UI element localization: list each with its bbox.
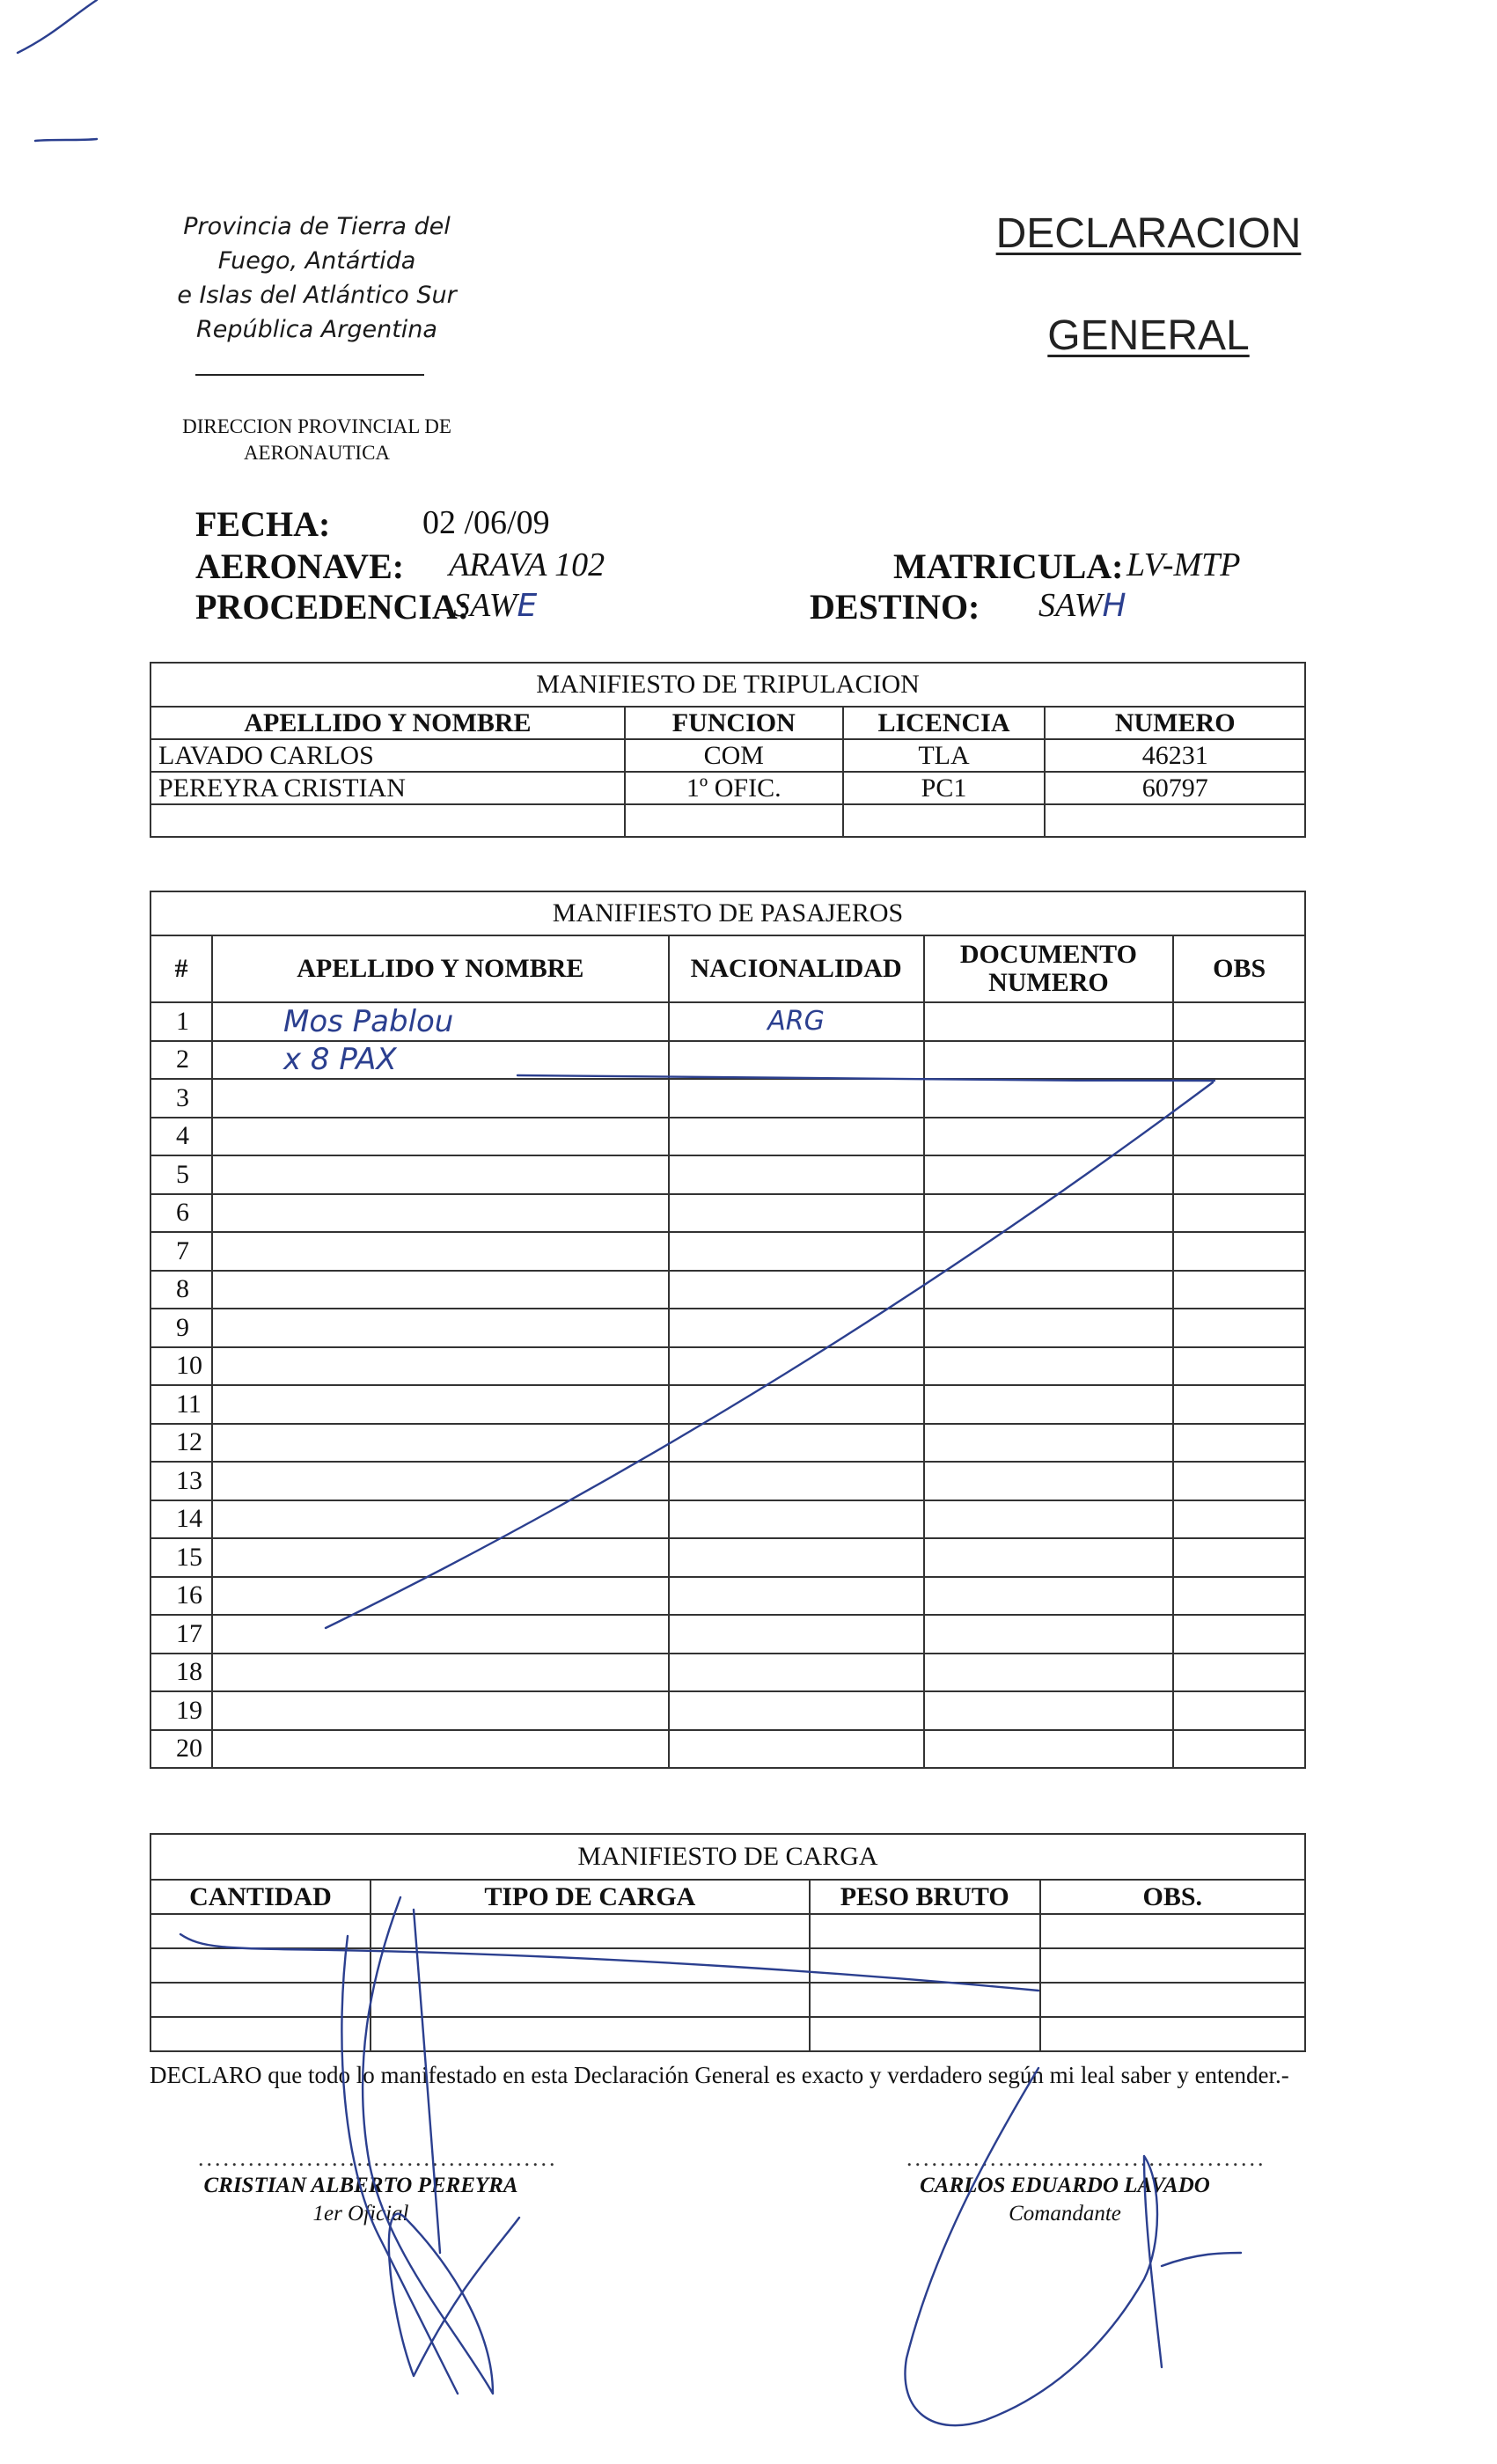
passenger-cell [212, 1385, 669, 1424]
table-row [150, 1691, 1305, 1730]
cargo-cell [810, 1948, 1040, 1983]
passenger-cell [669, 1271, 924, 1309]
crew-cell: LAVADO CARLOS [150, 739, 625, 772]
passenger-cell [1173, 1654, 1305, 1692]
passenger-cell [669, 1538, 924, 1577]
crew-manifest-title: MANIFIESTO DE TRIPULACION [150, 663, 1305, 707]
crew-header-name: APELLIDO Y NOMBRE [150, 707, 625, 739]
passenger-row-number: 10 [150, 1347, 212, 1386]
cargo-cell [1040, 1914, 1305, 1948]
passenger-row-number: 3 [150, 1079, 212, 1118]
passenger-row-number: 7 [150, 1232, 212, 1271]
destino-value [1038, 586, 1126, 625]
passenger-cell [1173, 1730, 1305, 1769]
destino-handwritten: H [1102, 588, 1126, 624]
passenger-row-number: 16 [150, 1577, 212, 1616]
passenger-cell [212, 1194, 669, 1233]
passenger-cell [212, 1424, 669, 1463]
table-row [150, 1194, 1305, 1233]
title-general: GENERAL [1047, 312, 1250, 359]
passenger-cell [212, 1538, 669, 1577]
passenger-header-name: APELLIDO Y NOMBRE [212, 935, 669, 1002]
passenger-nationality-handwritten: ARG [669, 1002, 924, 1041]
cargo-cell [371, 2017, 810, 2051]
province-line-1: Provincia de Tierra del [183, 213, 451, 240]
passenger-row-number: 9 [150, 1309, 212, 1347]
passenger-cell [669, 1194, 924, 1233]
passenger-cell [1173, 1002, 1305, 1041]
passenger-cell [924, 1232, 1174, 1271]
cargo-cell [371, 1914, 810, 1948]
signature-right-icon [905, 2068, 1162, 2425]
crew-cell: TLA [843, 739, 1046, 772]
passenger-cell [924, 1309, 1174, 1347]
table-row [150, 1948, 1305, 1983]
passenger-header-nationality: NACIONALIDAD [669, 935, 924, 1002]
province-divider [195, 374, 424, 376]
passenger-cell [669, 1232, 924, 1271]
passenger-cell [669, 1462, 924, 1500]
direction-line-2: AERONAUTICA [243, 442, 391, 464]
table-row [150, 739, 1305, 772]
passenger-cell [212, 1155, 669, 1194]
passenger-cell [212, 1462, 669, 1500]
passenger-cell [212, 1615, 669, 1654]
passenger-cell [669, 1309, 924, 1347]
cargo-cell [371, 1983, 810, 2017]
crew-header-function: FUNCION [625, 707, 843, 739]
passenger-cell [1173, 1271, 1305, 1309]
crew-cell [150, 804, 625, 837]
passenger-cell [924, 1002, 1174, 1041]
passenger-row-number: 4 [150, 1118, 212, 1156]
cargo-cell [150, 1948, 371, 1983]
passenger-cell [669, 1424, 924, 1463]
passenger-cell [212, 1654, 669, 1692]
passenger-cell [669, 1500, 924, 1539]
passenger-row-number: 14 [150, 1500, 212, 1539]
direction-line-1: DIRECCION PROVINCIAL DE [182, 415, 451, 437]
passenger-cell [924, 1577, 1174, 1616]
table-row [150, 1118, 1305, 1156]
table-row [150, 1983, 1305, 2017]
crew-cell [843, 804, 1046, 837]
table-row [150, 1079, 1305, 1118]
signatory-left-name: CRISTIAN ALBERTO PEREYRA [203, 2174, 518, 2197]
cargo-header-obs: OBS. [1040, 1880, 1305, 1914]
passenger-cell [669, 1691, 924, 1730]
passenger-cell [1173, 1691, 1305, 1730]
declaration-text: DECLARO que todo lo manifestado en esta Declaración General es exacto y verdadero según mi leal saber y entender.- [150, 2062, 1289, 2088]
passenger-row-number: 20 [150, 1730, 212, 1769]
passenger-cell [669, 1654, 924, 1692]
table-row [150, 1914, 1305, 1948]
crew-header-number: NUMERO [1045, 707, 1305, 739]
cargo-header-quantity: CANTIDAD [150, 1880, 371, 1914]
passenger-cell [212, 1347, 669, 1386]
table-row [150, 1654, 1305, 1692]
passenger-cell [924, 1538, 1174, 1577]
passenger-manifest-table [150, 891, 1306, 1769]
table-row [150, 1577, 1305, 1616]
table-row [150, 1615, 1305, 1654]
matricula-label: MATRICULA: [893, 546, 1124, 586]
signatory-left-role: 1er Oficial [312, 2202, 409, 2226]
passenger-cell [924, 1615, 1174, 1654]
province-block [132, 209, 502, 347]
passenger-row-number: 5 [150, 1155, 212, 1194]
passenger-cell [212, 1079, 669, 1118]
crew-cell: PEREYRA CRISTIAN [150, 772, 625, 804]
destino-label: DESTINO: [810, 587, 980, 627]
passenger-count-handwritten: x 8 PAX [212, 1041, 669, 1080]
table-row [150, 1500, 1305, 1539]
crew-manifest-table [150, 662, 1306, 838]
signatory-right-role: Comandante [1009, 2202, 1121, 2226]
cargo-header-type: TIPO DE CARGA [371, 1880, 810, 1914]
table-row [150, 772, 1305, 804]
title-declaracion: DECLARACION [995, 210, 1302, 257]
passenger-cell [1173, 1194, 1305, 1233]
passenger-cell [669, 1041, 924, 1080]
crew-cell: COM [625, 739, 843, 772]
cargo-cell [810, 1914, 1040, 1948]
passenger-cell [212, 1118, 669, 1156]
passenger-cell [669, 1155, 924, 1194]
cargo-cell [371, 1948, 810, 1983]
passenger-cell [212, 1577, 669, 1616]
passenger-cell [924, 1155, 1174, 1194]
cargo-cell [810, 2017, 1040, 2051]
passenger-row-number: 19 [150, 1691, 212, 1730]
table-row [150, 1424, 1305, 1463]
passenger-cell [212, 1271, 669, 1309]
passenger-cell [924, 1691, 1174, 1730]
passenger-row-number: 1 [150, 1002, 212, 1041]
passenger-cell [669, 1079, 924, 1118]
passenger-cell [924, 1271, 1174, 1309]
fecha-value: 02 /06/09 [422, 504, 550, 541]
matricula-value: LV-MTP [1126, 546, 1241, 583]
cargo-cell [1040, 1948, 1305, 1983]
crew-header-license: LICENCIA [843, 707, 1046, 739]
table-row [150, 1730, 1305, 1769]
passenger-row-number: 15 [150, 1538, 212, 1577]
cargo-manifest-title: MANIFIESTO DE CARGA [150, 1834, 1305, 1880]
passenger-cell [924, 1424, 1174, 1463]
direction-block [132, 414, 502, 466]
passenger-cell [924, 1347, 1174, 1386]
province-line-4: República Argentina [196, 316, 437, 343]
passenger-cell [924, 1079, 1174, 1118]
procedencia-label: PROCEDENCIA: [195, 587, 470, 627]
passenger-row-number: 2 [150, 1041, 212, 1080]
passenger-row-number: 12 [150, 1424, 212, 1463]
crew-cell [1045, 804, 1305, 837]
passenger-cell [1173, 1155, 1305, 1194]
passenger-cell [212, 1730, 669, 1769]
passenger-cell [1173, 1309, 1305, 1347]
passenger-cell [924, 1118, 1174, 1156]
passenger-cell [924, 1654, 1174, 1692]
destino-typed: SAW [1038, 587, 1103, 624]
crew-cell: 46231 [1045, 739, 1305, 772]
table-row [150, 1271, 1305, 1309]
table-row [150, 2017, 1305, 2051]
passenger-cell [1173, 1615, 1305, 1654]
passenger-header-index: # [150, 935, 212, 1002]
passenger-cell [1173, 1041, 1305, 1080]
province-line-3: e Islas del Atlántico Sur [177, 282, 457, 309]
passenger-cell [1173, 1424, 1305, 1463]
passenger-name-handwritten: Mos Pablou [212, 1002, 669, 1041]
table-row [150, 1385, 1305, 1424]
table-row [150, 1538, 1305, 1577]
passenger-cell [669, 1615, 924, 1654]
passenger-cell [212, 1232, 669, 1271]
province-line-2: Fuego, Antártida [217, 247, 416, 275]
passenger-cell [669, 1347, 924, 1386]
passenger-cell [669, 1118, 924, 1156]
cargo-cell [150, 1983, 371, 2017]
cargo-cell [810, 1983, 1040, 2017]
crew-cell: 1º OFIC. [625, 772, 843, 804]
signature-line-right: ........................................... [906, 2145, 1266, 2171]
crew-cell: 60797 [1045, 772, 1305, 804]
passenger-cell [1173, 1079, 1305, 1118]
passenger-cell [1173, 1385, 1305, 1424]
passenger-cell [1173, 1500, 1305, 1539]
procedencia-value [453, 586, 537, 625]
passenger-cell [924, 1194, 1174, 1233]
passenger-cell [1173, 1232, 1305, 1271]
fecha-label: FECHA: [195, 504, 331, 544]
passenger-cell [924, 1385, 1174, 1424]
table-row [150, 804, 1305, 837]
passenger-row-number: 18 [150, 1654, 212, 1692]
passenger-header-obs: OBS [1173, 935, 1305, 1002]
signature-line-left: ........................................... [198, 2145, 558, 2171]
passenger-cell [669, 1385, 924, 1424]
passenger-cell [924, 1041, 1174, 1080]
passenger-cell [924, 1500, 1174, 1539]
passenger-row-number: 6 [150, 1194, 212, 1233]
table-row [150, 1462, 1305, 1500]
cargo-cell [1040, 2017, 1305, 2051]
table-row [150, 1347, 1305, 1386]
passenger-manifest-title: MANIFIESTO DE PASAJEROS [150, 891, 1305, 935]
signatory-right-name: CARLOS EDUARDO LAVADO [920, 2174, 1210, 2197]
passenger-row-number: 11 [150, 1385, 212, 1424]
aeronave-value: ARAVA 102 [449, 546, 605, 583]
passenger-cell [669, 1577, 924, 1616]
passenger-cell [1173, 1577, 1305, 1616]
passenger-row-number: 13 [150, 1462, 212, 1500]
table-row [150, 1155, 1305, 1194]
cargo-manifest-table [150, 1833, 1306, 2052]
passenger-row-number: 8 [150, 1271, 212, 1309]
passenger-cell [1173, 1118, 1305, 1156]
passenger-cell [212, 1309, 669, 1347]
passenger-cell [1173, 1462, 1305, 1500]
passenger-cell [212, 1691, 669, 1730]
passenger-row-number: 17 [150, 1615, 212, 1654]
passenger-cell [1173, 1347, 1305, 1386]
procedencia-handwritten: E [517, 588, 538, 624]
cargo-cell [150, 1914, 371, 1948]
passenger-cell [212, 1500, 669, 1539]
procedencia-typed: SAW [453, 587, 517, 624]
aeronave-label: AERONAVE: [195, 546, 405, 586]
table-row [150, 1041, 1305, 1080]
cargo-cell [150, 2017, 371, 2051]
table-row [150, 1002, 1305, 1041]
passenger-cell [924, 1462, 1174, 1500]
passenger-cell [1173, 1538, 1305, 1577]
passenger-header-document: DOCUMENTO NUMERO [924, 935, 1174, 1002]
crew-cell: PC1 [843, 772, 1046, 804]
crew-cell [625, 804, 843, 837]
passenger-cell [669, 1730, 924, 1769]
cargo-header-weight: PESO BRUTO [810, 1880, 1040, 1914]
cargo-cell [1040, 1983, 1305, 2017]
table-row [150, 1309, 1305, 1347]
passenger-cell [924, 1730, 1174, 1769]
table-row [150, 1232, 1305, 1271]
